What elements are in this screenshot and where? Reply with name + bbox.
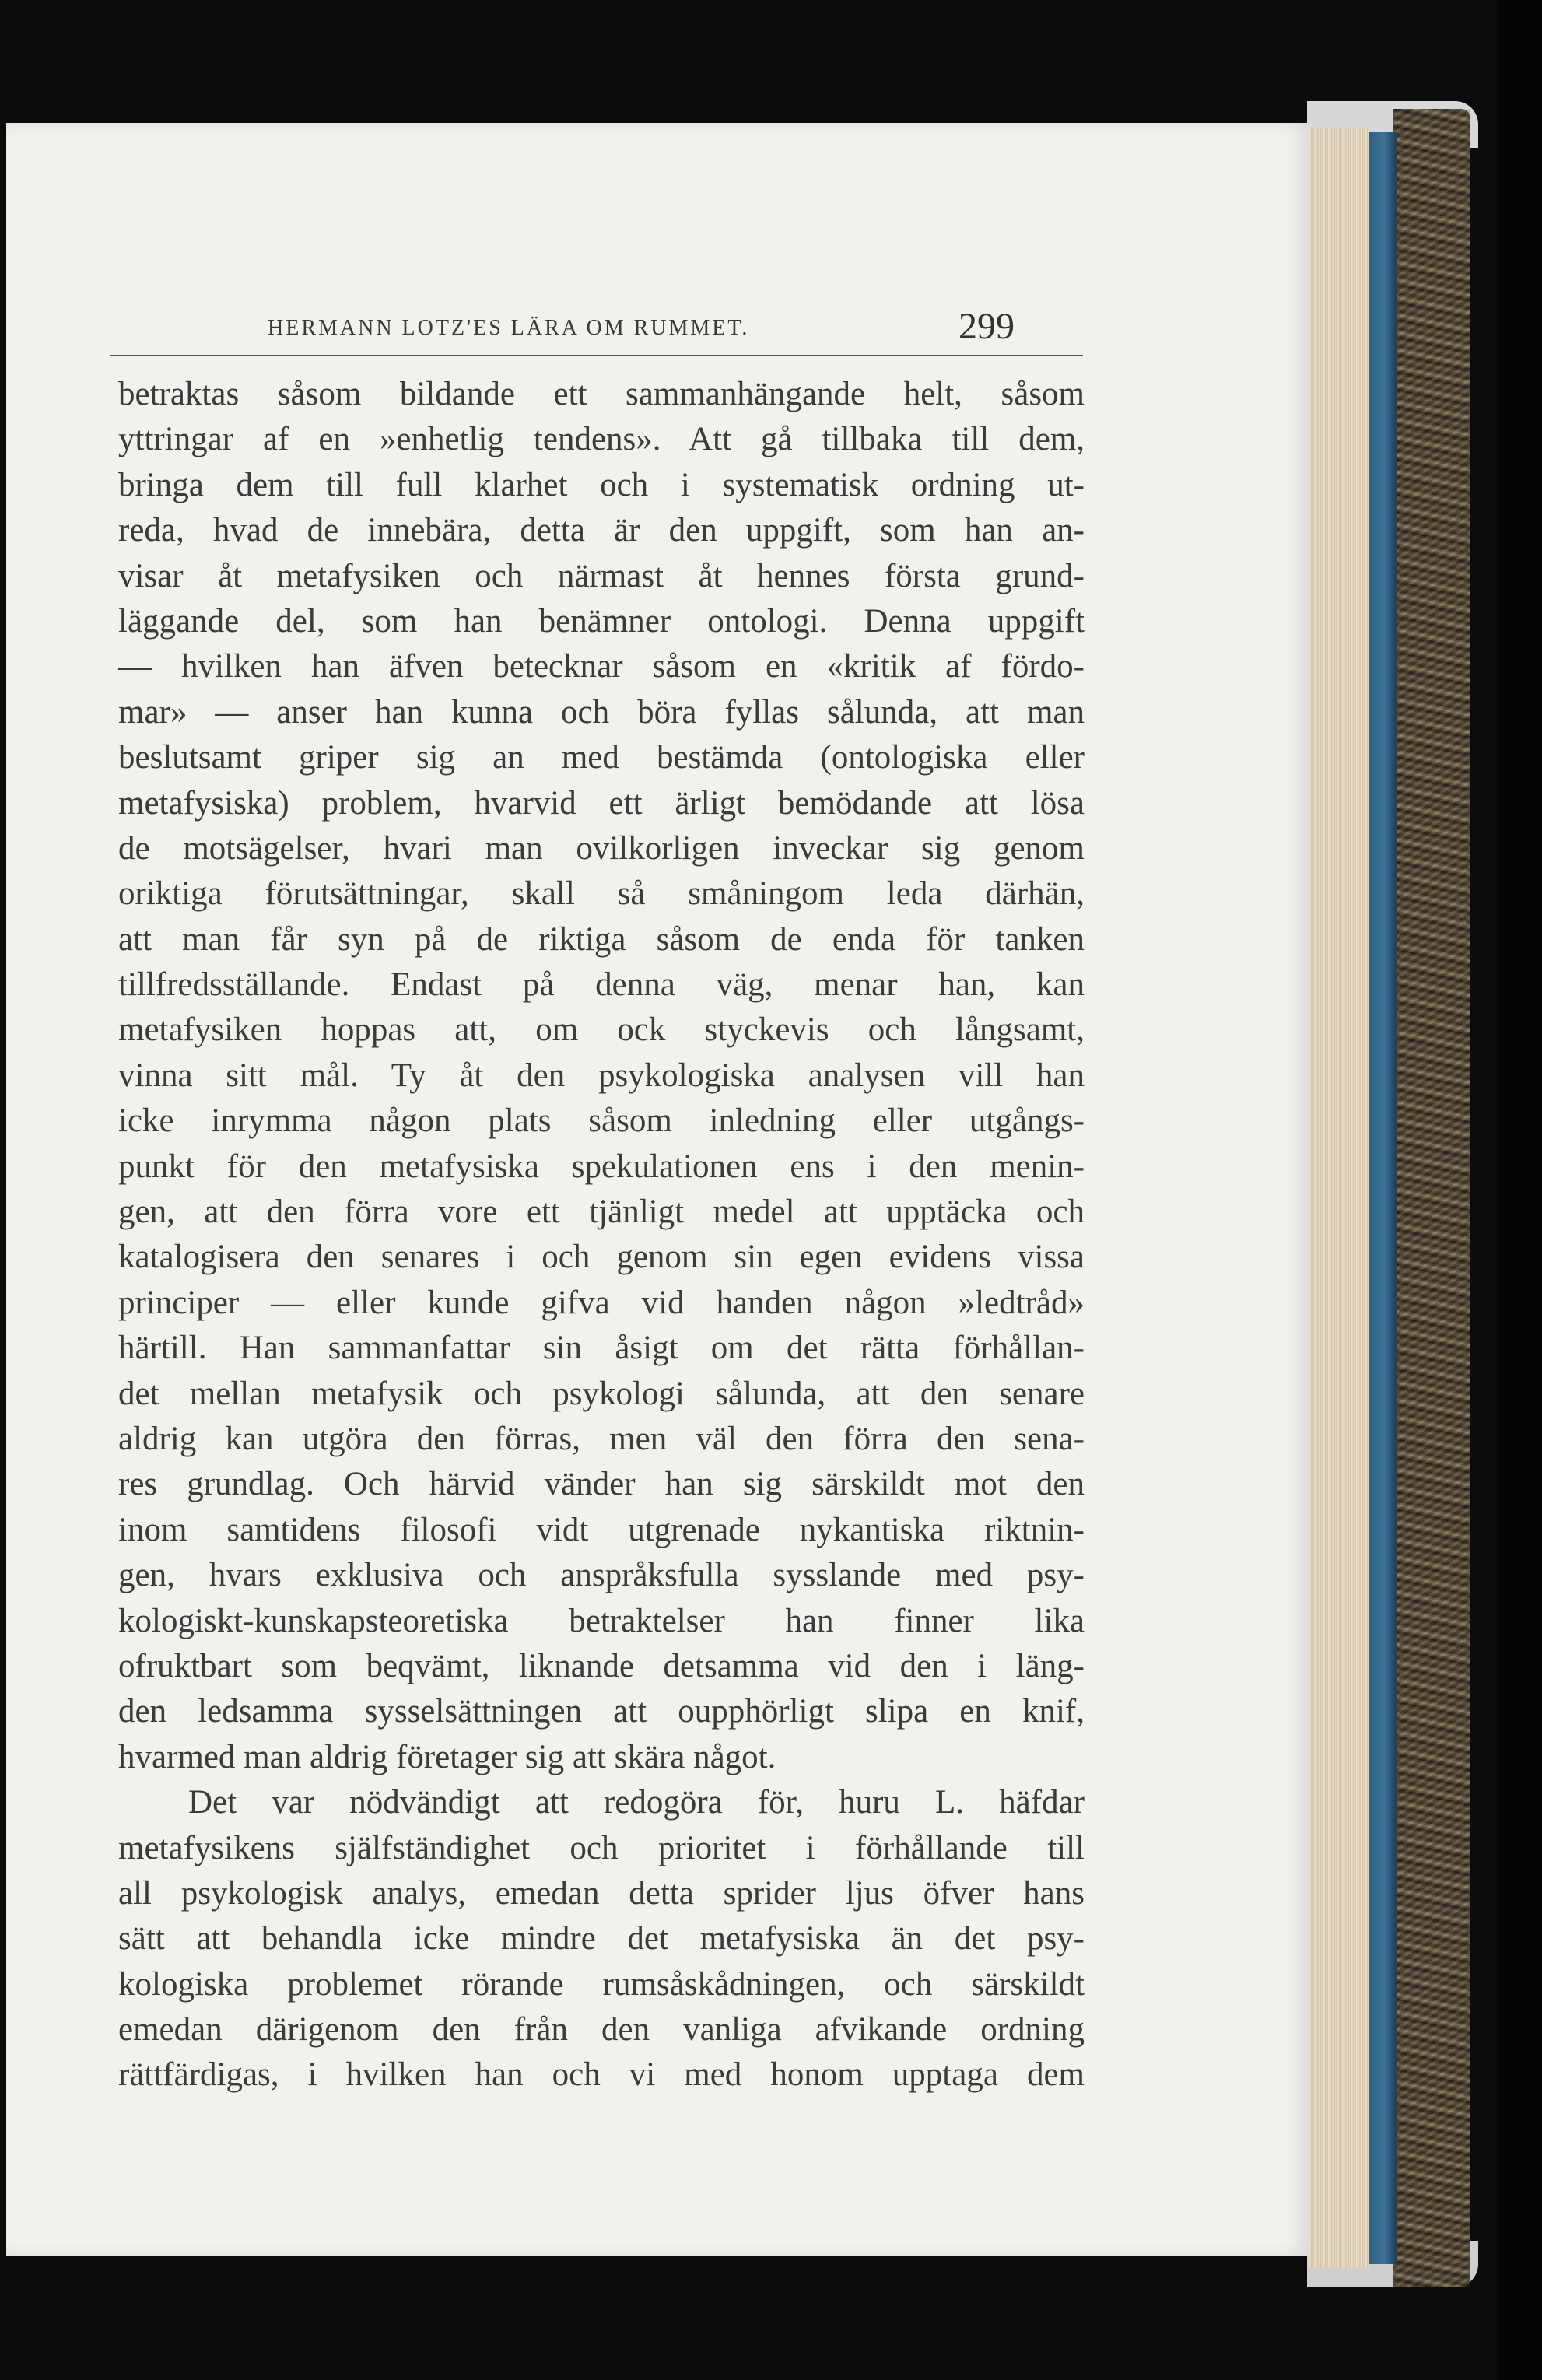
text-line: punkt för den metafysiska spekulationen ens i den menin- xyxy=(118,1148,1085,1185)
text-line: yttringar af en »enhetlig tendens». Att gå tillbaka till dem, xyxy=(118,421,1085,458)
running-head xyxy=(6,300,1310,363)
text-line: härtill. Han sammanfattar sin åsigt om det rätta förhållan- xyxy=(118,1330,1085,1367)
text-line: gen, hvars exklusiva och anspråksfulla sysslande med psy- xyxy=(118,1557,1085,1594)
text-line: katalogisera den senares i och genom sin egen evidens vissa xyxy=(118,1239,1085,1276)
running-title: HERMANN LOTZ'ES LÄRA OM RUMMET. xyxy=(268,316,750,340)
text-line: emedan därigenom den från den vanliga afvikande ordning xyxy=(118,2011,1085,2049)
marbled-edge xyxy=(1393,109,1470,2287)
text-line: kologiskt-kunskapsteoretiska betraktelser han finner lika xyxy=(118,1602,1085,1639)
text-line: Det var nödvändigt att redogöra för, huru L. häfdar xyxy=(188,1784,1085,1821)
text-line: läggande del, som han benämner ontologi. Denna uppgift xyxy=(118,602,1085,640)
text-line: mar» — anser han kunna och böra fyllas sålunda, att man xyxy=(118,693,1085,731)
text-line: inom samtidens filosofi vidt utgrenade nykantiska riktnin- xyxy=(118,1511,1085,1548)
text-line: aldrig kan utgöra den förras, men väl den förra den sena- xyxy=(118,1420,1085,1457)
header-rule xyxy=(110,355,1083,356)
text-line: visar åt metafysiken och närmast åt hennes första grund- xyxy=(118,557,1085,594)
text-line: oriktiga förutsättningar, skall så småningom leda därhän, xyxy=(118,875,1085,913)
text-line: tillfredsställande. Endast på denna väg, menar han, kan xyxy=(118,966,1085,1004)
text-line: betraktas såsom bildande ett sammanhängande helt, såsom xyxy=(118,376,1085,412)
text-line: principer — eller kunde gifva vid handen någon »ledtråd» xyxy=(118,1284,1085,1321)
scanner-frame xyxy=(1498,0,1542,2380)
book-page xyxy=(6,123,1310,2256)
body-text xyxy=(118,372,1085,2098)
text-line: hvarmed man aldrig företager sig att skära något. xyxy=(118,1738,776,1775)
text-line: metafysiska) problem, hvarvid ett ärligt bemödande att lösa xyxy=(118,784,1085,822)
text-line: den ledsamma sysselsättningen att oupphörligt slipa en knif, xyxy=(118,1693,1085,1730)
text-line: metafysikens själfständighet och prioritet i förhållande till xyxy=(118,1829,1085,1866)
text-line: metafysiken hoppas att, om ock styckevis och långsamt, xyxy=(118,1011,1085,1049)
text-line: reda, hvad de innebära, detta är den uppgift, som han an- xyxy=(118,512,1085,549)
text-line: rättfärdigas, i hvilken han och vi med honom upptaga dem xyxy=(118,2056,1085,2094)
text-line: bringa dem till full klarhet och i systematisk ordning ut- xyxy=(118,466,1085,503)
text-line: icke inrymma någon plats såsom inledning eller utgångs- xyxy=(118,1102,1085,1140)
text-line: beslutsamt griper sig an med bestämda (ontologiska eller xyxy=(118,739,1085,776)
text-line: ofruktbart som beqvämt, liknande detsamma vid den i läng- xyxy=(118,1647,1085,1684)
text-line: kologiska problemet rörande rumsåskådningen, och särskildt xyxy=(118,1965,1085,2003)
book-board-edge xyxy=(1365,132,1397,2264)
text-line: de motsägelser, hvari man ovilkorligen inveckar sig genom xyxy=(118,829,1085,867)
page-number: 299 xyxy=(958,306,1015,347)
text-line: — hvilken han äfven betecknar såsom en «kritik af fördo- xyxy=(118,648,1085,685)
text-line: res grundlag. Och härvid vänder han sig särskildt mot den xyxy=(118,1466,1085,1503)
text-line: att man får syn på de riktiga såsom de enda för tanken xyxy=(118,920,1085,958)
page-edges xyxy=(1307,128,1369,2268)
text-line: det mellan metafysik och psykologi sålunda, att den senare xyxy=(118,1375,1085,1412)
text-line: sätt att behandla icke mindre det metafysiska än det psy- xyxy=(118,1920,1085,1958)
text-line: all psykologisk analys, emedan detta sprider ljus öfver hans xyxy=(118,1874,1085,1912)
text-line: vinna sitt mål. Ty åt den psykologiska analysen vill han xyxy=(118,1057,1085,1094)
text-line: gen, att den förra vore ett tjänligt medel att upptäcka och xyxy=(118,1194,1085,1231)
